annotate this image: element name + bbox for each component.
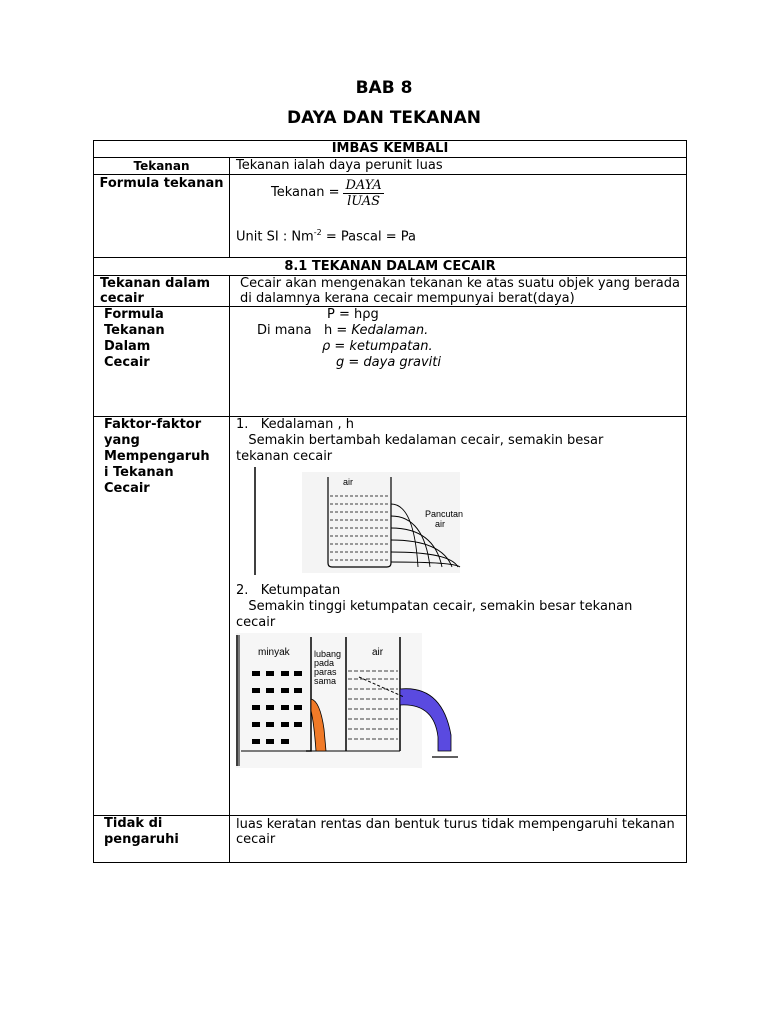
- review-header: IMBAS KEMBALI: [94, 141, 687, 158]
- factor2-desc: Semakin tinggi ketumpatan cecair, semakin besar tekanan: [236, 599, 633, 614]
- where-g: g = daya graviti: [336, 355, 441, 370]
- where-h: Di mana h = Kedalaman.: [257, 323, 429, 338]
- formula-numerator: DAYA: [345, 177, 382, 193]
- fig2-label-lubang: lubang: [314, 649, 342, 659]
- factor1-desc: Semakin bertambah kedalaman cecair, semakin besar: [236, 433, 604, 448]
- section-header-row: [94, 258, 687, 276]
- fig2-label-minyak: minyak: [258, 647, 290, 658]
- fig1-label-pancutan: Pancutan: [425, 509, 464, 519]
- tidak-label: Tidak di pengaruhi: [94, 816, 230, 863]
- table-row: [94, 175, 687, 258]
- notes-table: [93, 140, 687, 863]
- formula-prefix: Tekanan =: [271, 185, 340, 200]
- formula-cecair-body: [230, 307, 687, 417]
- tekanan-definition: Tekanan ialah daya perunit luas: [230, 158, 687, 175]
- formula-label: Formula tekanan: [94, 175, 230, 258]
- faktor-body: [230, 417, 687, 816]
- fig1-label-air2: air: [435, 519, 446, 529]
- section-header: 8.1 TEKANAN DALAM CECAIR: [94, 258, 687, 276]
- faktor-label: Faktor-faktor yang Mempengaruh i Tekanan Cecair: [94, 417, 230, 816]
- si-unit-text: Unit SI : $Nm^{-2}$ = Pascal = Pa: [236, 228, 416, 245]
- chapter-number: BAB 8: [355, 78, 413, 98]
- table-row: [94, 307, 687, 417]
- tidak-text: luas keratan rentas dan bentuk turus tidak mempengaruhi tekanan cecair: [230, 816, 687, 863]
- formula-equation: P = hρg: [327, 307, 379, 322]
- table-row: [94, 417, 687, 816]
- svg-text:paras: paras: [314, 667, 337, 677]
- where-rho: ρ = ketumpatan.: [322, 339, 433, 354]
- table-row: [94, 276, 687, 307]
- fig2-label-air: air: [372, 647, 384, 658]
- factor2-desc-cont: cecair: [236, 615, 276, 630]
- formula-cecair-label: Formula Tekanan Dalam Cecair: [94, 307, 230, 417]
- density-diagram: [236, 633, 466, 773]
- factor1-title: 1. Kedalaman , h: [236, 417, 354, 432]
- svg-text:sama: sama: [314, 676, 337, 686]
- formula-pressure: [236, 175, 686, 211]
- fig1-label-air: air: [343, 477, 354, 487]
- svg-text:pada: pada: [314, 658, 335, 668]
- factor1-desc-cont: tekanan cecair: [236, 449, 333, 464]
- depth-diagram: [254, 467, 484, 577]
- chapter-title: DAYA DAN TEKANAN: [287, 108, 481, 128]
- tekanan-cecair-label: Tekanan dalam cecair: [94, 276, 230, 307]
- tekanan-label: Tekanan: [94, 158, 230, 175]
- table-row: [94, 158, 687, 175]
- factor2-title: 2. Ketumpatan: [236, 583, 341, 598]
- tekanan-cecair-text: Cecair akan mengenakan tekanan ke atas suatu objek yang berada di dalamnya kerana cecair mempunyai berat(daya): [230, 276, 687, 307]
- review-header-row: [94, 141, 687, 158]
- formula-denominator: lUAS: [347, 193, 381, 209]
- table-row: [94, 816, 687, 863]
